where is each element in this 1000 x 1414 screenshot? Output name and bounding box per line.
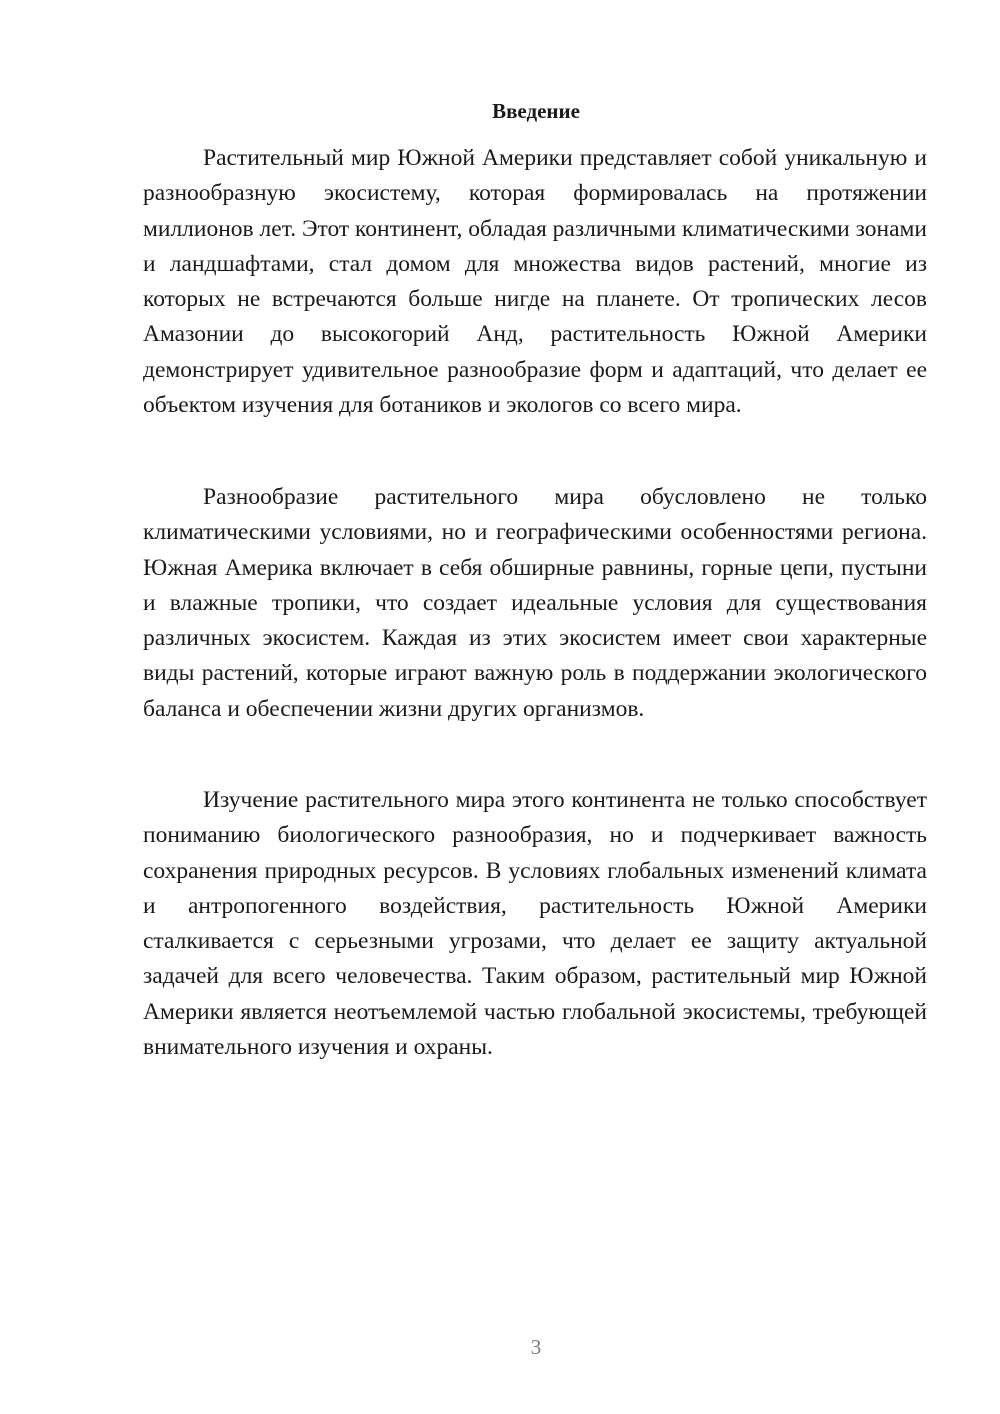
paragraph-2: Разнообразие растительного мира обусловлено не только климатическими условиями, но и географическими особенностями региона. Южная Америка включает в себя обширные равнины, горные цепи, пустыни и влажные тропики, что создает идеальные условия для существования различных экосистем. Каждая из этих экосистем имеет свои характерные виды растений, которые играют важную роль в поддержании экологического баланса и обеспечении жизни других организмов. xyxy=(143,484,927,722)
paragraph-3: Изучение растительного мира этого континента не только способствует пониманию биологического разнообразия, но и подчеркивает важность сохранения природных ресурсов. В условиях глобальных изменений климата и антропогенного воздействия, растительность Южной Америки сталкивается с серьезными угрозами, что делает ее защиту актуальной задачей для всего человечества. Таким образом, растительный мир Южной Америки является неотъемлемой частью глобальной экосистемы, требующей внимательного изучения и охраны. xyxy=(143,787,927,1061)
page-number: 3 xyxy=(530,1335,542,1359)
section-title: Введение xyxy=(492,99,580,123)
paragraph-1: Растительный мир Южной Америки представляет собой уникальную и разнообразную экосистему, которая формировалась на протяжении миллионов лет. Этот континент, обладая различными климатическими зонами и ландшафтами, стал домом для множества видов растений, многие из которых не встречаются больше нигде на планете. От тропических лесов Амазонии до высокогорий Анд, растительность Южной Америки демонстрирует удивительное разнообразие форм и адаптаций, что делает ее объектом изучения для ботаников и экологов со всего мира. xyxy=(143,145,927,419)
